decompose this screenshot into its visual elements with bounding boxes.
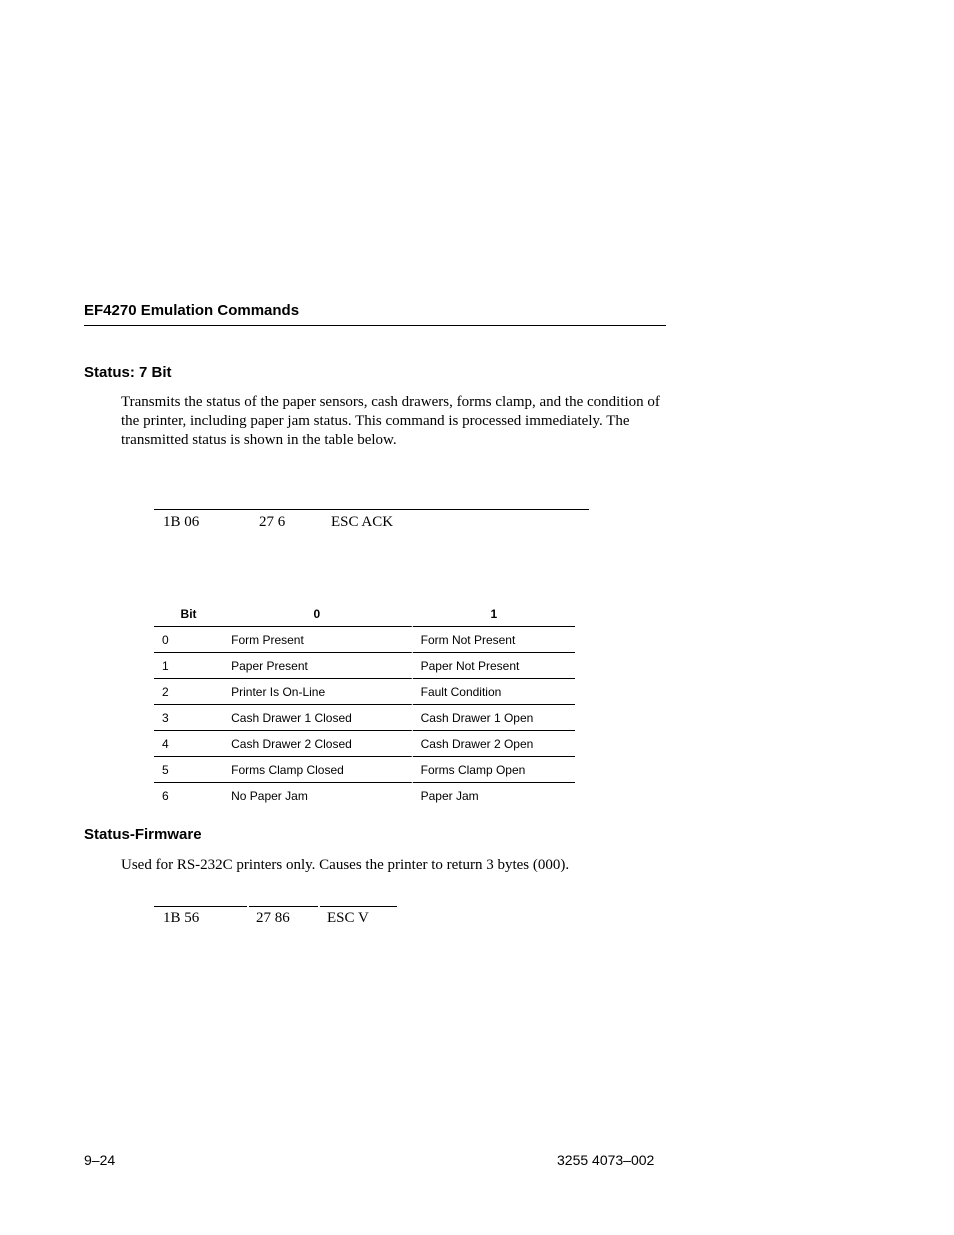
code-ascii: ESC V: [327, 910, 369, 926]
one-cell: Cash Drawer 1 Open: [413, 705, 575, 731]
code-ascii: ESC ACK: [331, 514, 394, 530]
section-heading-status-7-bit: Status: 7 Bit: [84, 364, 172, 381]
code-table-rule: [320, 906, 397, 907]
table-row: [154, 705, 575, 731]
one-cell: Paper Jam: [420, 788, 479, 803]
bit-cell: 6: [162, 788, 169, 803]
table-row: [154, 731, 575, 757]
running-header: EF4270 Emulation Commands: [84, 302, 666, 326]
zero-cell: Cash Drawer 1 Closed: [223, 705, 413, 731]
zero-cell: Paper Present: [223, 653, 413, 679]
code-table-rule: [249, 906, 318, 907]
bit-cell: 0: [154, 627, 223, 653]
bit-cell: 3: [154, 705, 223, 731]
one-cell: Fault Condition: [413, 679, 575, 705]
one-cell: Form Not Present: [413, 627, 575, 653]
code-table-rule: [154, 906, 247, 907]
bit-cell: 1: [154, 653, 223, 679]
table-row: [154, 783, 575, 808]
zero-cell: Cash Drawer 2 Closed: [223, 731, 413, 757]
bit-cell: 2: [154, 679, 223, 705]
table-header-row: [154, 602, 575, 627]
zero-cell: Form Present: [223, 627, 413, 653]
section-heading-status-firmware: Status-Firmware: [84, 826, 202, 843]
code-decimal: 27 6: [259, 514, 286, 530]
bit-cell: 5: [154, 757, 223, 783]
one-cell: Cash Drawer 2 Open: [413, 731, 575, 757]
table-row: [154, 757, 575, 783]
table-row: [154, 679, 575, 705]
one-cell: Paper Not Present: [413, 653, 575, 679]
code-table-rule: [154, 509, 589, 510]
zero-cell: No Paper Jam: [223, 783, 413, 808]
zero-cell: Forms Clamp Closed: [223, 757, 413, 783]
bit-cell: 4: [154, 731, 223, 757]
code-decimal: 27 86: [256, 910, 290, 926]
header-bit: Bit: [154, 602, 223, 627]
table-row: [154, 653, 575, 679]
zero-cell: Printer Is On-Line: [223, 679, 413, 705]
code-hex: 1B 06: [163, 514, 200, 530]
one-cell: Forms Clamp Open: [413, 757, 575, 783]
header-one: 1: [413, 602, 575, 627]
page-number: 9–24: [84, 1152, 116, 1168]
document-number: 3255 4073–002: [557, 1152, 655, 1168]
status-bit-table: [154, 602, 575, 808]
code-hex: 1B 56: [163, 910, 200, 926]
status-firmware-description: Used for RS-232C printers only. Causes the printer to return 3 bytes (000).: [121, 857, 570, 873]
header-zero: 0: [223, 602, 413, 627]
status-7-bit-description: Transmits the status of the paper sensors, cash drawers, forms clamp, and the condition of the printer, including paper jam status. This command is processed immediately. The transmitted status is shown in the table below.: [121, 394, 660, 448]
table-row: [154, 627, 575, 653]
